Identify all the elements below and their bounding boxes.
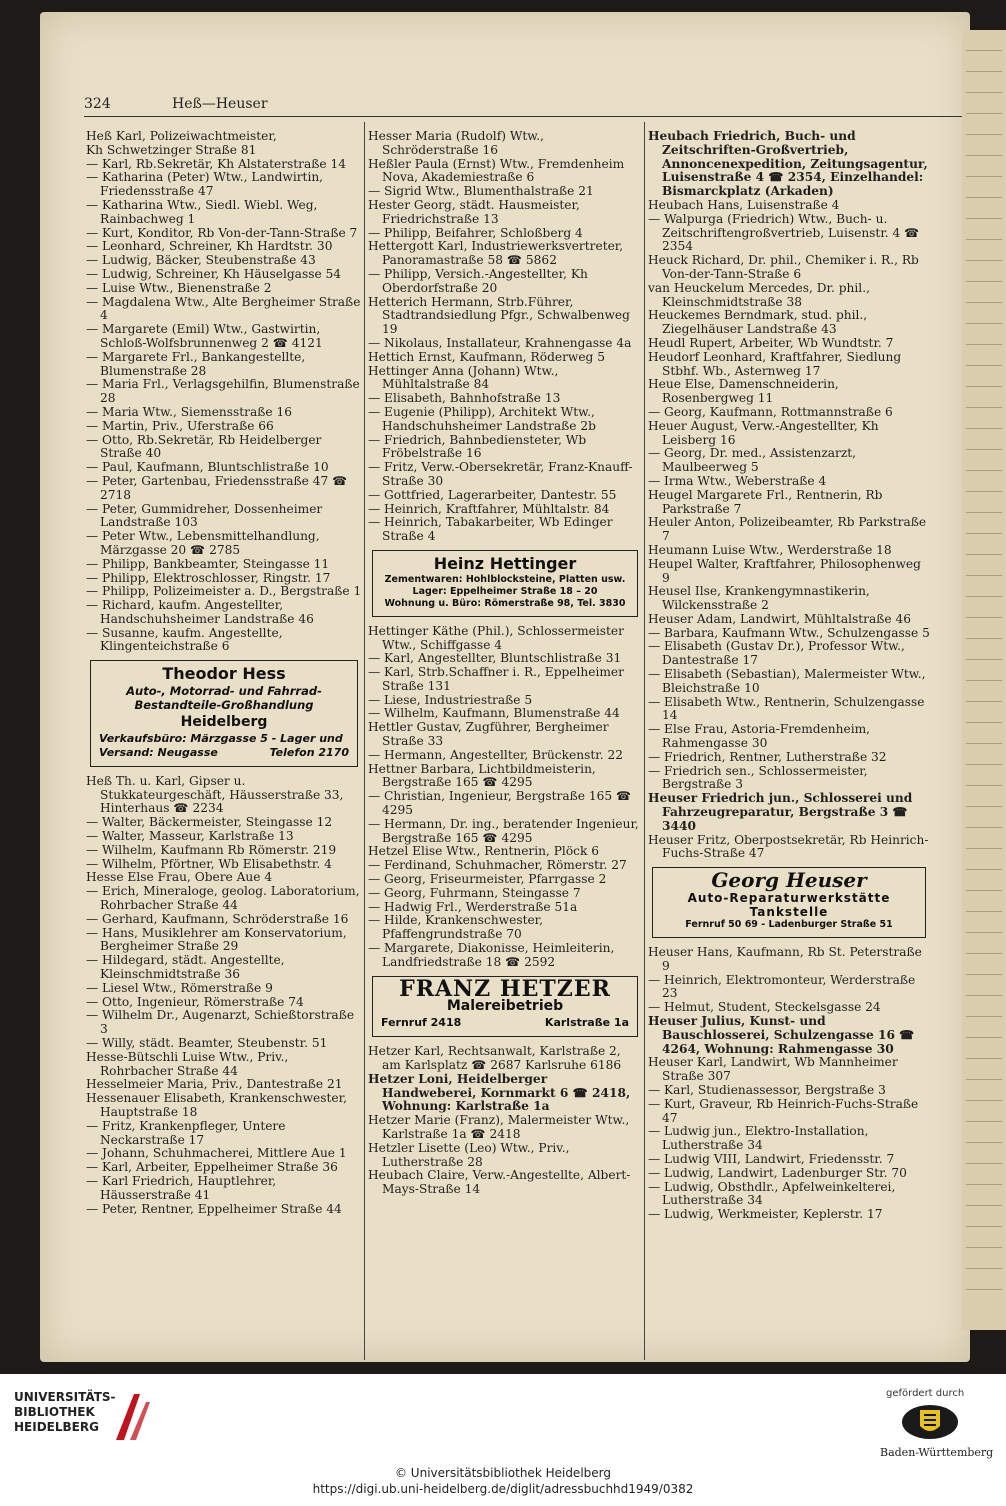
- directory-entry: Hetzer Karl, Rechtsanwalt, Karlstraße 2, am Karlsplatz ☎ 2687 Karlsruhe 6186: [368, 1044, 622, 1073]
- ad-line: Lager: Eppelheimer Straße 18 – 20: [412, 585, 598, 597]
- funded-by-label: gefördert durch: [886, 1388, 965, 1399]
- strip-text-line: [966, 365, 1002, 366]
- directory-entry: — Philipp, Beifahrer, Schloßberg 4: [368, 225, 583, 240]
- directory-entry: Heuser Karl, Landwirt, Wb Mannheimer Straße 307: [648, 1055, 898, 1084]
- directory-entry: — Elisabeth Wtw., Rentnerin, Schulzengasse 14: [648, 694, 925, 723]
- directory-entry: — Elisabeth (Gustav Dr.), Professor Wtw., Dantestraße 17: [648, 639, 905, 668]
- directory-entry: Hetzler Lisette (Leo) Wtw., Priv., Lutherstraße 28: [368, 1140, 570, 1169]
- directory-entry: Heubach Friedrich, Buch- und Zeitschriften-Großvertrieb, Annoncenexpedition, Zeitungsagentur, Luisenstraße 4 ☎ 2354, Einzelhandel: Bismarckplatz (Arkaden): [648, 129, 928, 199]
- directory-entry: — Otto, Ingenieur, Römerstraße 74: [86, 994, 304, 1009]
- ad-title: Heinz Hettinger: [433, 553, 577, 573]
- directory-entry: Heuser Fritz, Oberpostsekretär, Rb Heinrich-Fuchs-Straße 47: [648, 832, 929, 861]
- directory-entry: — Fritz, Krankenpfleger, Untere Neckarstraße 17: [86, 1118, 286, 1147]
- strip-text-line: [966, 1163, 1002, 1164]
- directory-entry: — Eugenie (Philipp), Architekt Wtw., Handschuhsheimer Landstraße 2b: [368, 404, 596, 433]
- ad-line: Fernruf 50 69 - Ladenburger Straße 51: [685, 919, 893, 931]
- strip-text-line: [966, 1058, 1002, 1059]
- ub-logo[interactable]: [14, 1388, 154, 1448]
- header-rule: [84, 116, 962, 117]
- directory-entry: — Nikolaus, Installateur, Krahnengasse 4a: [368, 335, 632, 350]
- strip-text-line: [966, 1289, 1002, 1290]
- directory-entry: — Margarete, Diakonisse, Heimleiterin, Landfriedstraße 18 ☎ 2592: [368, 941, 615, 969]
- ad-row: [99, 746, 349, 760]
- directory-entry: — Johann, Schuhmacherei, Mittlere Aue 1: [86, 1146, 347, 1161]
- entry-list: [86, 130, 362, 654]
- directory-entry: Hetzer Loni, Heidelberger Handweberei, Kornmarkt 6 ☎ 2418, Wohnung: Karlstraße 1a: [368, 1071, 631, 1114]
- directory-entry: — Katharina Wtw., Siedl. Wiebl. Weg, Rainbachweg 1: [86, 197, 318, 226]
- strip-text-line: [966, 638, 1002, 639]
- directory-entry: — Georg, Dr. med., Assistenzarzt, Maulbeerweg 5: [648, 446, 857, 475]
- directory-entry: — Liese, Industriestraße 5: [368, 692, 533, 707]
- page-number: 324: [84, 96, 111, 112]
- directory-entry: — Helmut, Student, Steckelsgasse 24: [648, 1000, 881, 1015]
- directory-entry: — Georg, Friseurmeister, Pfarrgasse 2: [368, 872, 607, 887]
- strip-text-line: [966, 785, 1002, 786]
- strip-text-line: [966, 974, 1002, 975]
- strip-text-line: [966, 911, 1002, 912]
- directory-entry: Hesselmeier Maria, Priv., Dantestraße 21: [86, 1077, 343, 1092]
- directory-entry: — Philipp, Versich.-Angestellter, Kh Oberdorfstraße 20: [368, 266, 588, 295]
- directory-entry: Heuler Anton, Polizeibeamter, Rb Parkstraße 7: [648, 515, 927, 544]
- strip-text-line: [966, 995, 1002, 996]
- directory-entry: — Fritz, Verw.-Obersekretär, Franz-Knauff-Straße 30: [368, 460, 633, 488]
- directory-entry: Hettinger Anna (Johann) Wtw., Mühltalstraße 84: [368, 363, 559, 392]
- directory-entry: — Liesel Wtw., Römerstraße 9: [86, 980, 273, 995]
- directory-entry: — Friedrich, Bahnbediensteter, Wb Fröbelstraße 16: [368, 432, 587, 461]
- ad-theodor-hess: [90, 660, 358, 767]
- directory-entry: — Hadwig Frl., Werderstraße 51a: [368, 899, 578, 914]
- directory-entry: — Heinrich, Tabakarbeiter, Wb Edinger Straße 4: [368, 515, 613, 544]
- strip-text-line: [966, 659, 1002, 660]
- directory-entry: — Walter, Bäckermeister, Steingasse 12: [86, 815, 333, 830]
- directory-entry: — Hermann, Angestellter, Brückenstr. 22: [368, 747, 623, 762]
- directory-entry: Heuck Richard, Dr. phil., Chemiker i. R., Rb Von-der-Tann-Straße 6: [648, 253, 919, 281]
- strip-text-line: [966, 50, 1002, 51]
- strip-text-line: [966, 176, 1002, 177]
- directory-entry: Hettergott Karl, Industriewerksvertreter, Panoramastraße 58 ☎ 5862: [368, 239, 624, 268]
- ad-row: [381, 1016, 629, 1030]
- ad-line: Auto-Reparaturwerkstätte: [687, 891, 891, 906]
- directory-entry: Hesse Else Frau, Obere Aue 4: [86, 870, 273, 885]
- directory-entry: — Georg, Kaufmann, Rottmannstraße 6: [648, 404, 893, 419]
- ad-title: Georg Heuser: [711, 868, 867, 893]
- viewer-footer: [0, 1374, 1006, 1506]
- directory-entry: Heßler Paula (Ernst) Wtw., Fremdenheim Nova, Akademiestraße 6: [368, 156, 625, 185]
- directory-entry: Heuser Hans, Kaufmann, Rb St. Peterstraße 9: [648, 945, 922, 973]
- directory-entry: Hesse-Bütschli Luise Wtw., Priv., Rohrbacher Straße 44: [86, 1049, 289, 1078]
- directory-entry: — Friedrich sen., Schlossermeister, Bergstraße 3: [648, 763, 868, 792]
- directory-entry: Heubach Hans, Luisenstraße 4: [648, 197, 840, 212]
- column-divider: [644, 122, 645, 1360]
- strip-text-line: [966, 1037, 1002, 1038]
- ad-heinz-hettinger: [372, 550, 638, 617]
- directory-entry: — Philipp, Elektroschlosser, Ringstr. 17: [86, 570, 331, 585]
- directory-entry: Hetzel Elise Wtw., Rentnerin, Plöck 6: [368, 844, 600, 859]
- directory-entry: Heß Karl, Polizeiwachtmeister,: [86, 129, 277, 143]
- strip-text-line: [966, 701, 1002, 702]
- directory-entry: Heue Else, Damenschneiderin, Rosenbergweg 11: [648, 377, 839, 406]
- ad-title: FRANZ HETZER: [399, 975, 611, 1002]
- directory-entry: — Philipp, Polizeimeister a. D., Bergstraße 1: [86, 584, 362, 599]
- bw-coat-of-arms-icon: [898, 1402, 962, 1442]
- directory-entry: Hettich Ernst, Kaufmann, Röderweg 5: [368, 349, 605, 364]
- directory-entry: Hettinger Käthe (Phil.), Schlossermeister Wtw., Schiffgasse 4: [368, 623, 624, 652]
- directory-entry: Heuckemes Berndmark, stud. phil., Ziegelhäuser Landstraße 43: [648, 308, 868, 337]
- directory-entry: — Magdalena Wtw., Alte Bergheimer Straße 4: [86, 294, 361, 323]
- directory-entry: — Maria Wtw., Siemensstraße 16: [86, 404, 293, 419]
- strip-text-line: [966, 764, 1002, 765]
- strip-text-line: [966, 323, 1002, 324]
- strip-text-line: [966, 1268, 1002, 1269]
- directory-entry: Heudorf Leonhard, Kraftfahrer, Siedlung Stbhf. Wb., Asternweg 17: [648, 349, 902, 378]
- strip-text-line: [966, 92, 1002, 93]
- entry-list: [368, 1045, 642, 1197]
- directory-entry: — Heinrich, Elektromonteur, Werderstraße 23: [648, 972, 916, 1001]
- ad-phone: Telefon 2170: [269, 745, 349, 759]
- strip-text-line: [966, 428, 1002, 429]
- ad-address: Karlstraße 1a: [544, 1016, 629, 1030]
- directory-entry: — Maria Frl., Verlagsgehilfin, Blumenstraße 28: [86, 377, 360, 406]
- directory-entry: — Sigrid Wtw., Blumenthalstraße 21: [368, 184, 594, 199]
- strip-text-line: [966, 470, 1002, 471]
- directory-entry: — Irma Wtw., Weberstraße 4: [648, 473, 827, 488]
- strip-text-line: [966, 1079, 1002, 1080]
- directory-entry: Hessenauer Elisabeth, Krankenschwester, Hauptstraße 18: [86, 1091, 347, 1119]
- strip-text-line: [966, 239, 1002, 240]
- directory-entry: — Paul, Kaufmann, Bluntschlistraße 10: [86, 460, 329, 475]
- strip-text-line: [966, 1100, 1002, 1101]
- column-1: [86, 130, 362, 1216]
- directory-entry: — Kurt, Graveur, Rb Heinrich-Fuchs-Straße 47: [648, 1096, 919, 1125]
- directory-entry: — Peter, Gummidreher, Dossenheimer Landstraße 103: [86, 501, 323, 530]
- directory-entry: — Karl, Arbeiter, Eppelheimer Straße 36: [86, 1160, 338, 1175]
- strip-text-line: [966, 218, 1002, 219]
- column-3: [648, 130, 930, 1222]
- directory-entry: Heusel Ilse, Krankengymnastikerin, Wilckensstraße 2: [648, 584, 870, 613]
- strip-text-line: [966, 1184, 1002, 1185]
- ad-line: Zementwaren: Hohlblocksteine, Platten usw.: [384, 573, 626, 585]
- strip-text-line: [966, 386, 1002, 387]
- directory-entry: Heuer August, Verw.-Angestellter, Kh Leisberg 16: [648, 418, 879, 447]
- strip-text-line: [966, 449, 1002, 450]
- entry-list: [648, 946, 930, 1222]
- directory-entry: — Philipp, Bankbeamter, Steingasse 11: [86, 556, 330, 571]
- ad-franz-hetzer: [372, 976, 638, 1038]
- copyright-notice: © Universitätsbibliothek Heidelberg: [394, 1466, 611, 1480]
- directory-entry: Hesser Maria (Rudolf) Wtw., Schröderstraße 16: [368, 129, 544, 157]
- strip-text-line: [966, 848, 1002, 849]
- ad-line: Malereibetrieb: [446, 998, 564, 1015]
- directory-entry: — Karl, Angestellter, Bluntschlistraße 31: [368, 651, 622, 666]
- directory-entry: — Hans, Musiklehrer am Konservatorium, Bergheimer Straße 29: [86, 925, 347, 954]
- directory-entry: — Else Frau, Astoria-Fremdenheim, Rahmengasse 30: [648, 722, 871, 751]
- directory-entry: Hetterich Hermann, Strb.Führer, Stadtrandsiedlung Pfgr., Schwalbenweg 19: [368, 294, 630, 337]
- page-heading: Heß—Heuser: [172, 96, 268, 112]
- directory-entry: — Wilhelm, Pförtner, Wb Elisabethstr. 4: [86, 856, 332, 871]
- column-divider: [364, 122, 365, 1360]
- directory-entry: — Wilhelm Dr., Augenarzt, Schießtorstraße 3: [86, 1008, 355, 1037]
- directory-entry: Hetzer Marie (Franz), Malermeister Wtw., Karlstraße 1a ☎ 2418: [368, 1113, 630, 1141]
- directory-entry: — Elisabeth (Sebastian), Malermeister Wtw., Bleichstraße 10: [648, 667, 926, 695]
- strip-text-line: [966, 260, 1002, 261]
- directory-entry: Heß Th. u. Karl, Gipser u. Stukkateurgeschäft, Häusserstraße 33, Hinterhaus ☎ 2234: [86, 773, 344, 816]
- directory-entry: — Friedrich, Rentner, Lutherstraße 32: [648, 749, 887, 764]
- directory-entry: Heuser Adam, Landwirt, Mühltalstraße 46: [648, 611, 911, 626]
- strip-text-line: [966, 869, 1002, 870]
- strip-text-line: [966, 1121, 1002, 1122]
- directory-entry: — Katharina (Peter) Wtw., Landwirtin, Friedensstraße 47: [86, 170, 324, 199]
- strip-text-line: [966, 197, 1002, 198]
- directory-entry: Heupel Walter, Kraftfahrer, Philosophenweg 9: [648, 556, 921, 585]
- directory-entry: — Ludwig, Obsthdlr., Apfelweinkelterei, Lutherstraße 34: [648, 1179, 896, 1208]
- sponsor-label: Baden-Württemberg: [880, 1446, 994, 1459]
- page-header: [84, 96, 964, 118]
- directory-entry: — Luise Wtw., Bienenstraße 2: [86, 280, 272, 295]
- ad-line: Tankstelle: [749, 905, 829, 920]
- ad-row: [99, 732, 349, 746]
- directory-entry: — Ludwig, Landwirt, Ladenburger Str. 70: [648, 1165, 907, 1180]
- directory-entry: — Wilhelm, Kaufmann, Blumenstraße 44: [368, 706, 620, 721]
- directory-entry: — Karl, Strb.Schaffner i. R., Eppelheimer Straße 131: [368, 665, 624, 693]
- ad-address: Verkaufsbüro: Märzgasse 5 - Lager und: [99, 731, 343, 745]
- strip-text-line: [966, 554, 1002, 555]
- ad-line: Wohnung u. Büro: Römerstraße 98, Tel. 3830: [384, 597, 626, 609]
- strip-text-line: [966, 617, 1002, 618]
- strip-text-line: [966, 722, 1002, 723]
- strip-text-line: [966, 680, 1002, 681]
- directory-entry: Kh Schwetzinger Straße 81: [86, 142, 257, 157]
- directory-entry: Heumann Luise Wtw., Werderstraße 18: [648, 542, 892, 557]
- directory-entry: Hester Georg, städt. Hausmeister, Friedrichstraße 13: [368, 197, 580, 226]
- strip-text-line: [966, 512, 1002, 513]
- strip-text-line: [966, 1226, 1002, 1227]
- strip-text-line: [966, 953, 1002, 954]
- ad-phone: Fernruf 2418: [381, 1016, 462, 1030]
- directory-entry: — Hildegard, städt. Angestellte, Kleinschmidtstraße 36: [86, 953, 285, 982]
- directory-entry: — Margarete Frl., Bankangestellte, Blumenstraße 28: [86, 349, 306, 378]
- directory-entry: — Hilde, Krankenschwester, Pfaffengrundstraße 70: [368, 913, 544, 942]
- library-logo-icon: [112, 1388, 154, 1444]
- directory-entry: — Peter Wtw., Lebensmittelhandlung, Märzgasse 20 ☎ 2785: [86, 529, 320, 557]
- strip-text-line: [966, 596, 1002, 597]
- directory-entry: — Leonhard, Schreiner, Kh Hardtstr. 30: [86, 239, 333, 254]
- directory-entry: — Ludwig VIII, Landwirt, Friedensstr. 7: [648, 1151, 895, 1166]
- directory-entry: — Ludwig, Werkmeister, Keplerstr. 17: [648, 1207, 883, 1222]
- directory-entry: — Susanne, kaufm. Angestellte, Klingenteichstraße 6: [86, 625, 283, 654]
- strip-text-line: [966, 71, 1002, 72]
- directory-entry: — Peter, Rentner, Eppelheimer Straße 44: [86, 1201, 342, 1216]
- directory-entry: — Margarete (Emil) Wtw., Gastwirtin, Schloß-Wolfsbrunnenweg 2 ☎ 4121: [86, 322, 323, 350]
- permalink-url[interactable]: https://digi.ub.uni-heidelberg.de/diglit/adressbuchhd1949/0382: [312, 1482, 694, 1496]
- strip-text-line: [966, 1142, 1002, 1143]
- ad-line: Auto-, Motorrad- und Fahrrad-: [126, 684, 322, 699]
- directory-entry: Heugel Margarete Frl., Rentnerin, Rb Parkstraße 7: [648, 487, 883, 516]
- directory-entry: — Hermann, Dr. ing., beratender Ingenieur, Bergstraße 165 ☎ 4295: [368, 816, 639, 845]
- strip-text-line: [966, 743, 1002, 744]
- directory-entry: — Erich, Mineraloge, geolog. Laboratorium, Rohrbacher Straße 44: [86, 884, 360, 913]
- strip-text-line: [966, 134, 1002, 135]
- strip-text-line: [966, 533, 1002, 534]
- directory-entry: — Karl Friedrich, Hauptlehrer, Häusserstraße 41: [86, 1173, 277, 1202]
- ad-address: Versand: Neugasse: [99, 745, 218, 759]
- strip-text-line: [966, 1247, 1002, 1248]
- entry-list: [86, 775, 362, 1217]
- ad-line: Bestandteile-Großhandlung: [134, 698, 314, 713]
- strip-text-line: [966, 932, 1002, 933]
- strip-text-line: [966, 890, 1002, 891]
- ad-georg-heuser: [652, 867, 926, 938]
- strip-text-line: [966, 113, 1002, 114]
- strip-text-line: [966, 1205, 1002, 1206]
- directory-entry: — Georg, Fuhrmann, Steingasse 7: [368, 885, 581, 900]
- strip-text-line: [966, 575, 1002, 576]
- ad-city: Heidelberg: [180, 714, 268, 731]
- directory-entry: — Heinrich, Kraftfahrer, Mühltalstr. 84: [368, 501, 610, 516]
- strip-text-line: [966, 155, 1002, 156]
- ad-title: Theodor Hess: [162, 664, 286, 684]
- directory-entry: — Ferdinand, Schuhmacher, Römerstr. 27: [368, 858, 627, 873]
- directory-entry: — Ludwig jun., Elektro-Installation, Lutherstraße 34: [648, 1124, 869, 1153]
- strip-text-line: [966, 491, 1002, 492]
- strip-text-line: [966, 344, 1002, 345]
- directory-entry: — Ludwig, Schreiner, Kh Häuselgasse 54: [86, 266, 342, 281]
- directory-entry: — Richard, kaufm. Angestellter, Handschuhsheimer Landstraße 46: [86, 598, 314, 626]
- directory-entry: — Otto, Rb.Sekretär, Rb Heidelberger Straße 40: [86, 432, 322, 461]
- directory-entry: Hettner Barbara, Lichtbildmeisterin, Bergstraße 165 ☎ 4295: [368, 761, 596, 790]
- strip-text-line: [966, 806, 1002, 807]
- directory-entry: — Walpurga (Friedrich) Wtw., Buch- u. Zeitschriftengroßvertrieb, Luisenstr. 4 ☎ 2354: [648, 211, 920, 254]
- directory-entry: van Heuckelum Mercedes, Dr. phil., Kleinschmidtstraße 38: [648, 280, 870, 309]
- entry-list: [368, 625, 642, 970]
- entry-list: [368, 130, 642, 544]
- strip-text-line: [966, 827, 1002, 828]
- directory-entry: — Wilhelm, Kaufmann Rb Römerstr. 219: [86, 842, 337, 857]
- ub-logo-text: UNIVERSITÄTS- BIBLIOTHEK HEIDELBERG: [14, 1390, 116, 1434]
- next-page-edge: [962, 30, 1006, 1330]
- strip-text-line: [966, 302, 1002, 303]
- column-2: [368, 130, 642, 1197]
- entry-list: [648, 130, 930, 861]
- directory-entry: Heuser Julius, Kunst- und Bauschlosserei, Schulzengasse 16 ☎ 4264, Wohnung: Rahmengasse 30: [648, 1014, 915, 1056]
- directory-entry: — Barbara, Kaufmann Wtw., Schulzengasse 5: [648, 625, 930, 640]
- directory-entry: — Gottfried, Lagerarbeiter, Dantestr. 55: [368, 487, 617, 502]
- directory-entry: — Christian, Ingenieur, Bergstraße 165 ☎ 4295: [368, 789, 632, 818]
- directory-entry: — Gerhard, Kaufmann, Schröderstraße 16: [86, 911, 349, 926]
- directory-entry: — Karl, Rb.Sekretär, Kh Alstaterstraße 14: [86, 156, 347, 171]
- strip-text-line: [966, 1016, 1002, 1017]
- directory-entry: — Martin, Priv., Uferstraße 66: [86, 418, 274, 433]
- directory-entry: Heubach Claire, Verw.-Angestellte, Albert-Mays-Straße 14: [368, 1168, 631, 1197]
- directory-entry: Heudl Rupert, Arbeiter, Wb Wundtstr. 7: [648, 335, 894, 350]
- directory-entry: — Willy, städt. Beamter, Steubenstr. 51: [86, 1036, 328, 1051]
- directory-entry: — Walter, Masseur, Karlstraße 13: [86, 829, 294, 844]
- directory-entry: — Kurt, Konditor, Rb Von-der-Tann-Straße 7: [86, 225, 358, 240]
- directory-entry: — Elisabeth, Bahnhofstraße 13: [368, 391, 561, 406]
- directory-entry: — Peter, Gartenbau, Friedensstraße 47 ☎ 2718: [86, 473, 348, 502]
- directory-entry: — Ludwig, Bäcker, Steubenstraße 43: [86, 253, 316, 268]
- strip-text-line: [966, 407, 1002, 408]
- directory-entry: — Karl, Studienassessor, Bergstraße 3: [648, 1083, 886, 1097]
- directory-entry: Hettler Gustav, Zugführer, Bergheimer Straße 33: [368, 720, 609, 749]
- strip-text-line: [966, 281, 1002, 282]
- directory-entry: Heuser Friedrich jun., Schlosserei und Fahrzeugreparatur, Bergstraße 3 ☎ 3440: [648, 791, 913, 833]
